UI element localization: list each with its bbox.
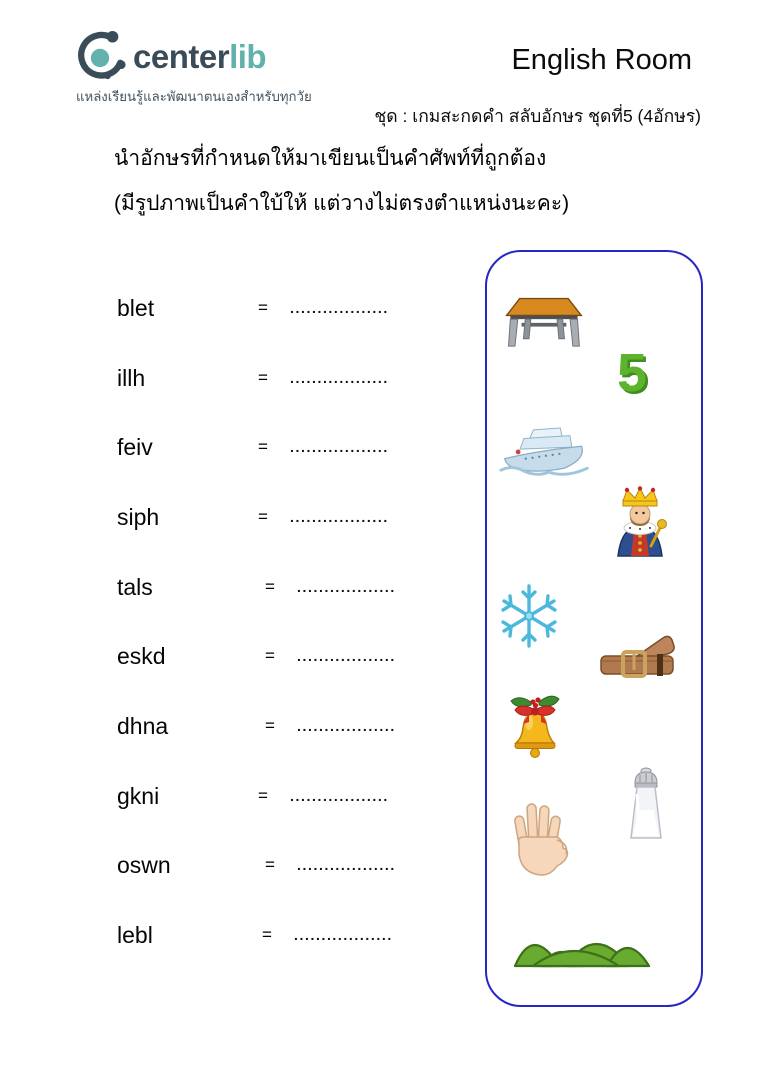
hills-icon [511,916,653,970]
belt-icon [597,630,677,690]
scrambled-word: gkni [117,783,160,809]
answer-line: .................. [297,648,396,664]
word-row [117,295,389,322]
equals-sign: = [262,925,272,944]
brand-part-lib: lib [229,38,267,75]
scrambled-word: tals [117,574,153,600]
number-five-icon: 5 [617,343,648,403]
snowflake-icon [497,582,561,650]
answer-line: .................. [290,509,389,525]
equals-sign: = [258,507,268,526]
answer-line: .................. [297,857,396,873]
christmas-bell-icon [503,692,567,762]
scrambled-word: eskd [117,643,166,669]
equals-sign: = [265,646,275,665]
scrambled-word: lebl [117,922,153,948]
word-row [117,922,393,949]
answer-line: .................. [290,370,389,386]
brand-name [133,38,266,76]
word-row [117,504,389,531]
table-icon [501,292,585,350]
word-row [117,365,389,392]
equals-sign: = [265,855,275,874]
scrambled-word: illh [117,365,146,391]
centerlib-logo [73,30,312,107]
scrambled-word: siph [117,504,160,530]
scrambled-word: blet [117,295,155,321]
answer-line: .................. [297,718,396,734]
king-icon [607,486,673,560]
scrambled-word: feiv [117,434,153,460]
equals-sign: = [258,786,268,805]
word-row [117,434,389,461]
scrambled-word: dhna [117,713,169,739]
word-row [117,643,396,670]
equals-sign: = [258,298,268,317]
salt-shaker-icon [625,766,667,842]
worksheet-set-subtitle: ชุด : เกมสะกดคำ สลับอักษร ชุดที่5 (4อักษร) [374,106,701,126]
brand-part-center: center [133,38,230,75]
equals-sign: = [258,437,268,456]
hint-images-panel [485,250,703,1007]
word-row [117,713,396,740]
page-title: English Room [511,44,692,76]
word-row [117,783,389,810]
instruction-line-1: นำอักษรที่กำหนดให้มาเขียนเป็นคำศัพท์ที่ถูกต้อง [114,147,547,170]
logo-tagline: แหล่งเรียนรู้และพัฒนาตนเองสำหรับทุกวัย [76,89,312,104]
hand-icon [511,800,573,882]
answer-line: .................. [290,300,389,316]
cruise-ship-icon [497,420,593,482]
equals-sign: = [265,577,275,596]
equals-sign: = [265,716,275,735]
answer-line: .................. [294,927,393,943]
answer-line: .................. [290,788,389,804]
centerlib-logo-icon [73,30,127,84]
scrambled-word: oswn [117,852,171,878]
word-row [117,574,396,601]
instruction-line-2: (มีรูปภาพเป็นคำใบ้ให้ แต่วางไม่ตรงตำแหน่งนะคะ) [114,192,570,215]
answer-line: .................. [290,439,389,455]
word-row [117,852,396,879]
answer-line: .................. [297,579,396,595]
equals-sign: = [258,368,268,387]
